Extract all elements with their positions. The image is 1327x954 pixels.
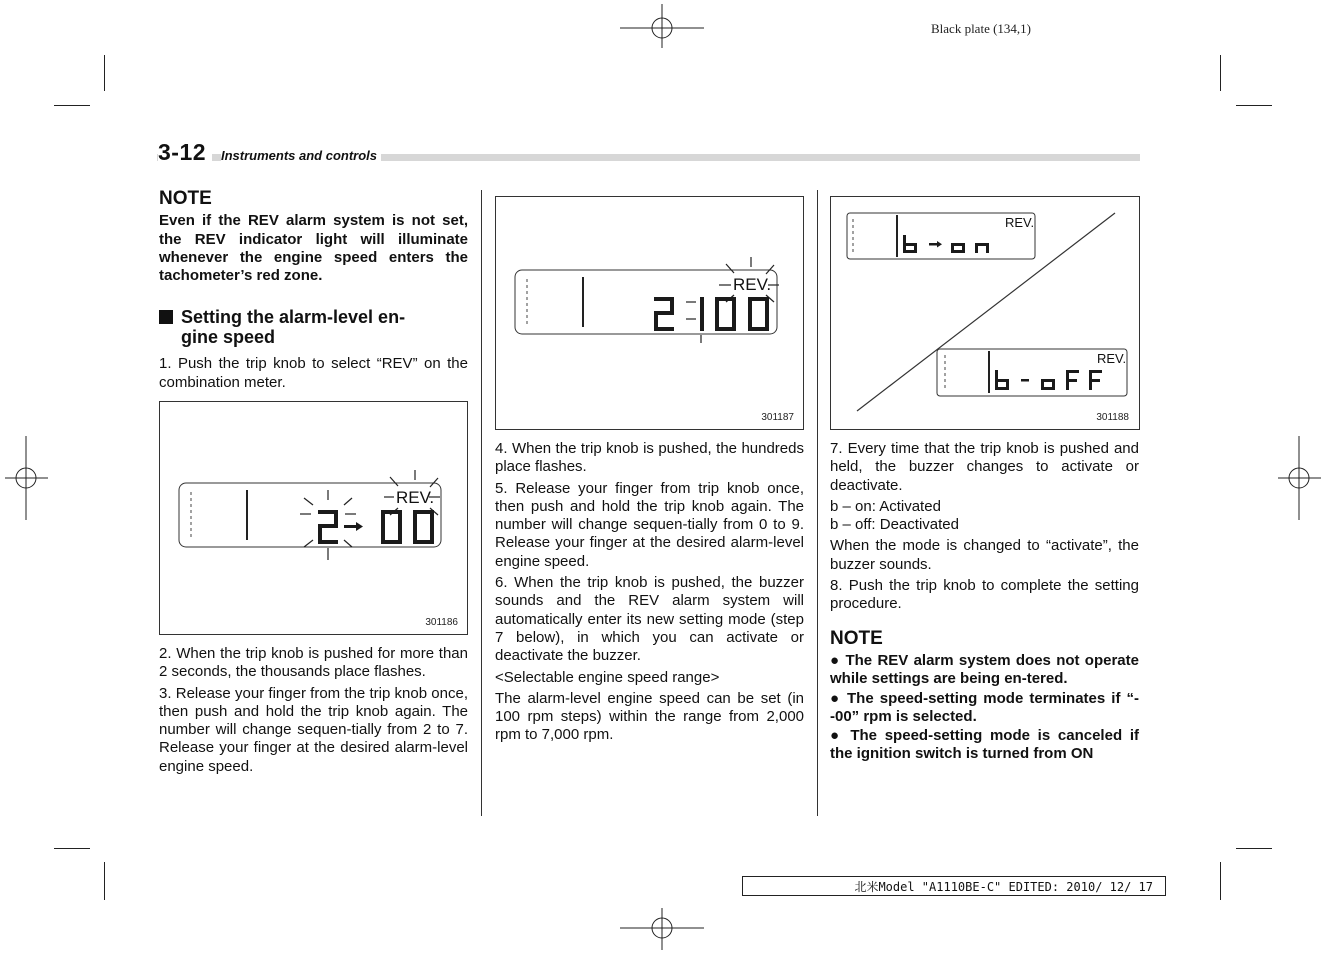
step-7: 7. Every time that the trip knob is pushed and held, the buzzer changes to activate or deactivate. [830, 440, 1139, 494]
step-1: 1. Push the trip knob to select “REV” on the combination meter. [159, 355, 468, 391]
note-heading-2: NOTE [830, 627, 883, 649]
figure-code: 301187 [761, 412, 794, 423]
lcd-display-2-100 [496, 197, 803, 429]
note-bullet-2: ● The speed-setting mode terminates if “--00” rpm is selected. [830, 689, 1139, 725]
column-1-lower [159, 645, 468, 779]
range-text: The alarm-level engine speed can be set (in 100 rpm steps) within the range from 2,000 rpm to 7,000 rpm. [495, 689, 804, 744]
fig-rev-label: REV. [733, 275, 772, 294]
step-6: 6. When the trip knob is pushed, the buzzer sounds and the REV alarm system will automatically enter its new setting mode (step 7 below), in which you can activate or deactivate the buzzer. [495, 574, 804, 665]
footer-edit-stamp: 北米Model "A1110BE-C" EDITED: 2010/ 12/ 17 [742, 876, 1166, 896]
lcd-display-2-00 [160, 402, 467, 634]
figure-301187 [495, 196, 804, 430]
fig-rev-label: REV. [396, 488, 435, 507]
range-label: <Selectable engine speed range> [495, 668, 720, 686]
column-1 [159, 190, 468, 395]
fig-rev-top: REV. [1005, 215, 1035, 230]
note-text: Even if the REV alarm system is not set, the REV indicator light will illuminate whenever the engine speed enters the tachometer’s red zone. [159, 212, 468, 285]
plate-label: Black plate (134,1) [931, 21, 1031, 36]
section-heading-line1: Setting the alarm-level en- [181, 307, 406, 328]
b-off-text: b – off: Deactivated [830, 516, 959, 534]
note-bullet-1: ● The REV alarm system does not operate while settings are being en-tered. [830, 651, 1139, 688]
column-3 [830, 440, 1139, 764]
section-title: Instruments and controls [221, 148, 381, 163]
section-square-icon [159, 310, 173, 324]
column-2 [495, 440, 804, 748]
figure-301186 [159, 401, 468, 635]
page-number: 3-12 [158, 139, 212, 166]
activate-text: When the mode is changed to “activate”, the buzzer sounds. [830, 537, 1139, 573]
note-heading: NOTE [159, 188, 212, 209]
step-2: 2. When the trip knob is pushed for more than 2 seconds, the thousands place flashes. [159, 645, 468, 681]
note-bullet-3: ● The speed-setting mode is canceled if the ignition switch is turned from ON [830, 727, 1139, 763]
column-divider [817, 190, 818, 816]
figure-code: 301186 [425, 617, 458, 628]
step-8: 8. Push the trip knob to complete the setting procedure. [830, 577, 1139, 613]
step-4: 4. When the trip knob is pushed, the hundreds place flashes. [495, 440, 804, 476]
section-heading-line2: gine speed [181, 327, 276, 348]
figure-301188 [830, 196, 1140, 430]
step-3: 3. Release your finger from the trip knob once, then push and hold the trip knob again. The number will change sequen-tially from 2 to 7. Release your finger at the desired alarm-level engine speed. [159, 684, 468, 775]
fig-rev-bottom: REV. [1097, 351, 1127, 366]
step-5: 5. Release your finger from trip knob once, then push and hold the trip knob again. The number will change sequen-tially from 0 to 9. Release your finger at the desired alarm-level engine speed. [495, 479, 804, 570]
figure-code: 301188 [1096, 412, 1129, 423]
lcd-display-buzzer-toggle [831, 197, 1139, 429]
section-heading [153, 307, 468, 347]
b-on-text: b – on: Activated [830, 497, 941, 515]
column-divider [481, 190, 482, 816]
